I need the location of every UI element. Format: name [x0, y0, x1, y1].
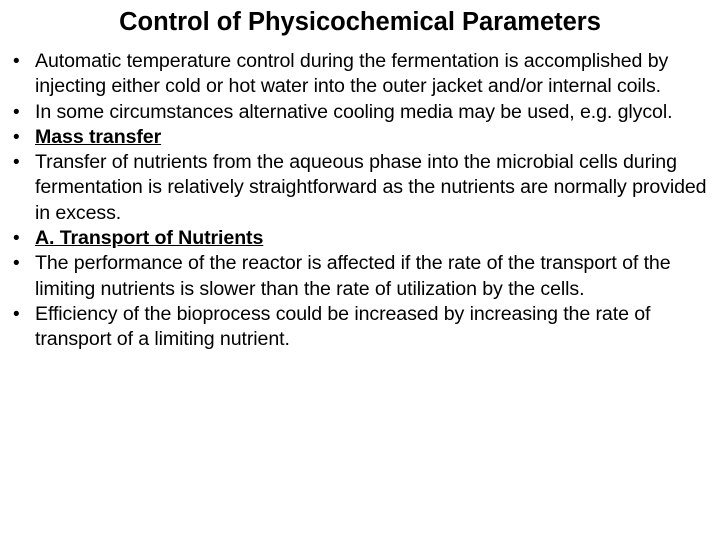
section-heading: Mass transfer	[35, 125, 162, 148]
bullet-dot-icon: •	[13, 51, 20, 72]
bullet-text: Automatic temperature control during the fermentation is accomplished by injecting either cold or hot water into the outer jacket and/or internal coils.	[35, 50, 669, 98]
bullet-dot-icon: •	[13, 303, 20, 325]
bullet-item-reactor-performance	[0, 251, 720, 302]
bullet-item-temperature-control	[0, 49, 720, 100]
slide-title: Control of Physicochemical Parameters	[119, 8, 601, 36]
bullet-item-mass-transfer-heading	[0, 125, 720, 150]
section-heading: A. Transport of Nutrients	[35, 227, 264, 250]
bullet-dot-icon: •	[13, 126, 20, 148]
bullet-dot-icon: •	[13, 253, 20, 275]
bullet-item-transport-heading	[0, 226, 720, 251]
bullet-list	[0, 49, 720, 353]
bullet-dot-icon: •	[13, 228, 20, 250]
bullet-item-bioprocess-efficiency	[0, 302, 720, 353]
bullet-item-nutrient-transfer	[0, 150, 720, 226]
bullet-text: In some circumstances alternative cooling media may be used, e.g. glycol.	[35, 100, 673, 123]
bullet-item-cooling-media	[0, 100, 720, 125]
bullet-dot-icon: •	[13, 101, 20, 123]
bullet-text: Transfer of nutrients from the aqueous phase into the microbial cells during fermentation is relatively straightforward as the nutrients are normally provided in excess.	[35, 151, 707, 224]
bullet-text: Efficiency of the bioprocess could be increased by increasing the rate of transport of a limiting nutrient.	[35, 302, 651, 351]
bullet-dot-icon: •	[13, 152, 20, 174]
bullet-text: The performance of the reactor is affected if the rate of the transport of the limiting nutrients is slower than the rate of utilization by the cells.	[35, 252, 671, 300]
